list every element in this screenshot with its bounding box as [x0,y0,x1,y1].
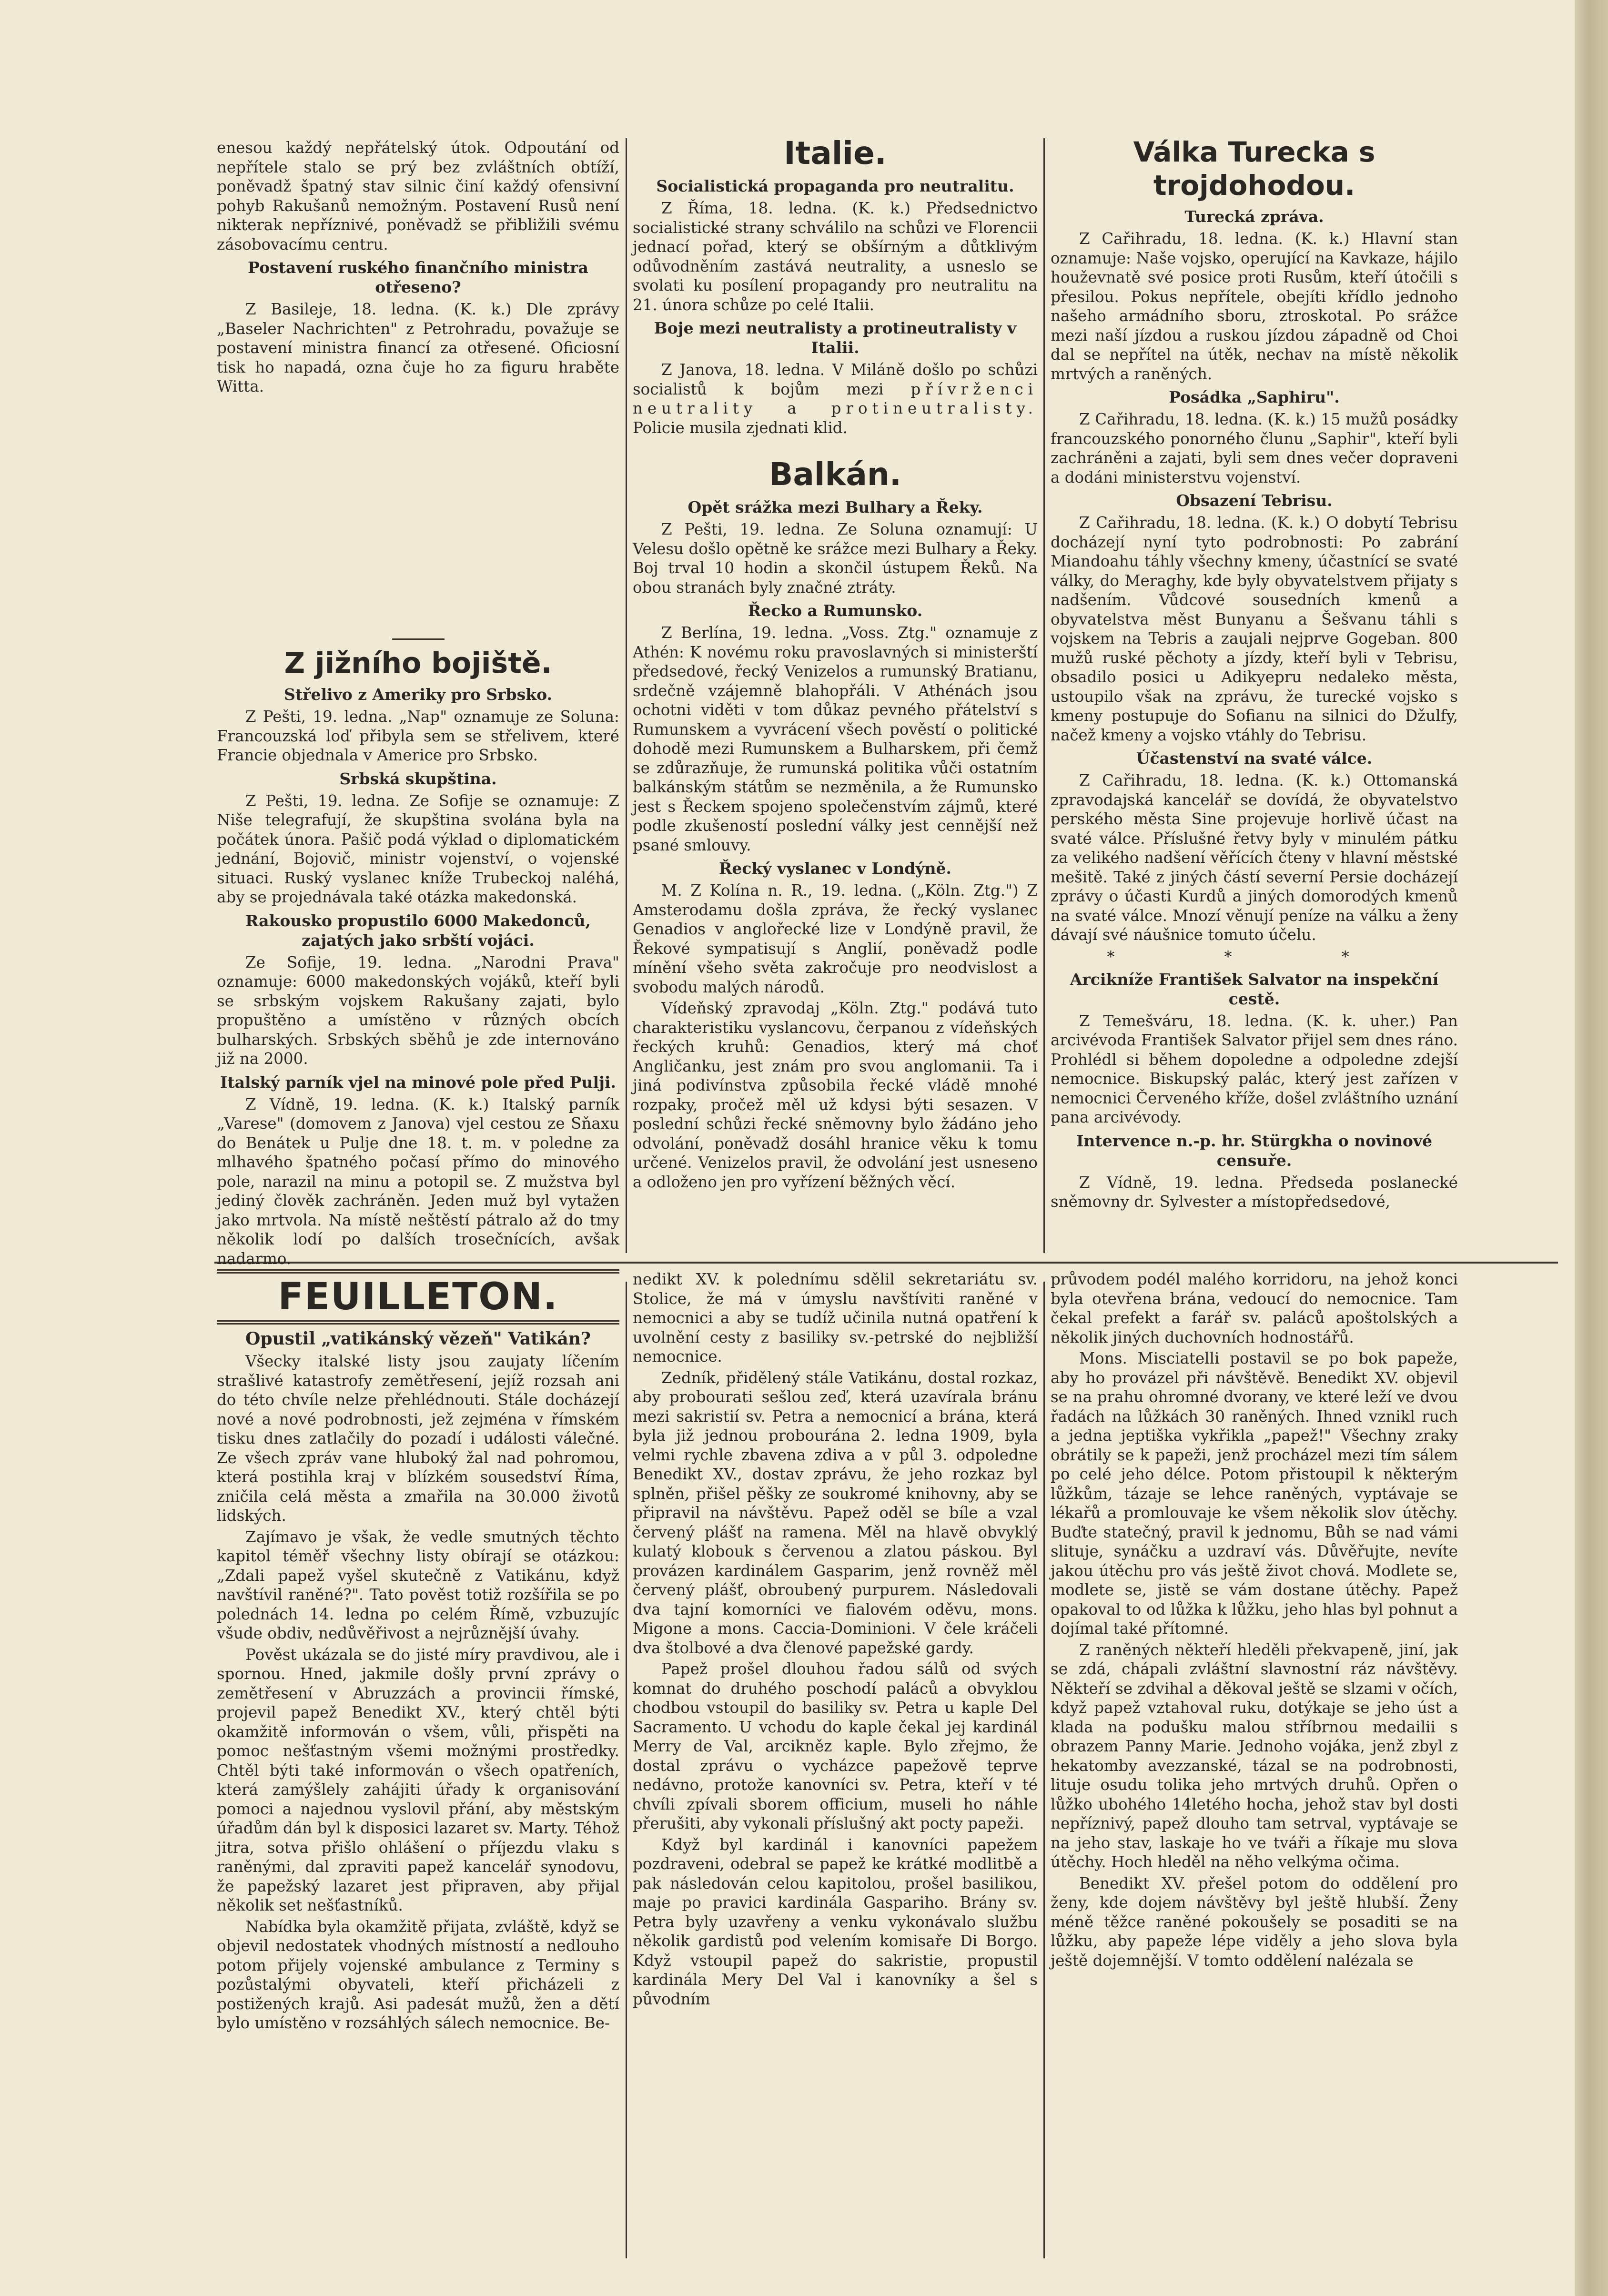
article-text: Papež prošel dlouhou řadou sálů od svých komnat do druhého poschodí paláců a obvyklou chodbou vstoupil do basiliky sv. Petra u kaple Del Sacramento. U vchodu do kaple čekal jej kardinál Merry de Val, arcikněz kaple. Bylo zřejmo, že dostal zprávu o vycházce papežově teprve nedávno, protože kanovníci sv. Petra, kteří v té chvíli zpívali sborem officium, museli ho náhle přerušiti, aby vykonali příslušný akt pocty papeži. [633,1660,1038,1832]
article-text: Z Pešti, 19. ledna. Ze Sofije se oznamuje: Z Niše telegrafují, že skupština svolána byla na počátek února. Pašič podá výklad o diplomatickém jednání, Bojovič, ministr vojenství, o vojenské situaci. Ruský vyslanec kníže Trubeckoj naléhá, aby se projednávala také otázka makedonská. [217,791,619,906]
article-text: M. Z Kolína n. R., 19. ledna. („Köln. Ztg.") Z Amsterodamu došla zpráva, že řecký vyslanec Genadios v anglořecké lize v Londýně pravil, že Řekové sympatisují s Anglií, poněvadž podle mínění všeho světa zakročuje pro neodvislost a svobodu malých národů. [633,881,1038,996]
article-text: Benedikt XV. přešel potom do oddělení pro ženy, kde dojem návštěvy byl ještě hlubší. Ženy méně těžce raněné pokoušely se posaditi se na lůžku, aby papeže lépe viděly a jeho slova byla ještě dojemnější. V tomto oddělení nalézala se [1051,1874,1458,1970]
section-title: Z jižního bojiště. [284,647,552,680]
section-title: Italie. [784,135,887,172]
article-text: enesou každý nepřátelský útok. Odpoutání od nepřítele stalo se prý bez zvláštních obtíží, poněvadž špatný stav silnic činí každý ofensivní pohyb Rakušanů nemožným. Postavení Rusů není nikterak nepříznivé, poněvadž se přibližili svému zásobovacímu centru. [217,139,619,253]
article-headline: Řecký vyslanec v Londýně. [718,859,952,878]
article-text: Z Temešváru, 18. ledna. (K. k. uher.) Pan arcivévoda František Salvator přijel sem dnes ráno. Prohlédl si během dopoledne a odpoledne zdejší nemocnice. Biskupský palác, který jest zařízen v nemocnici Červeného kříže, došel zvláštního uznání pana arcivévody. [1051,1011,1458,1126]
article-text: Z Cařihradu, 18. ledna. (K. k.) 15 mužů posádky francouzského ponorného člunu „Saphir", kteří byli zachráněni a zajati, byli sem dnes večer dopraveni a dodáni ministerstvu vojenství. [1051,410,1458,486]
page-binding-edge [1575,0,1608,2296]
article-text: Zedník, přidělený stále Vatikánu, dostal rozkaz, aby probourati sešlou zeď, která uzavírala bránu mezi sakristií sv. Petra a nemocnicí a brána, která byla již jednou probourána 2. ledna 1909, byla velmi rychle zbavena zdiva a v půl 3. odpoledne Benedikt XV., dostav zprávu, že jeho rozkaz byl splněn, přišel pěšky ze soukromé knihovny, aby se připravil na návštěvu. Papež oděl se bíle a vzal červený plášť na ramena. Měl na hlavě obvyklý kulatý klobouk s červenou a zlatou páskou. Byl provázen kardinálem Gasparim, jenž rovněž měl červený plášť, obroubený purpurem. Následovali dva tajní komorníci ve fialovém oděvu, mons. Migone a mons. Caccia-Dominioni. V čele kráčeli dva štolbové a dva členové papežské gardy. [633,1368,1038,1657]
column-rule [1043,138,1045,1253]
text-run: Policie musila zjednati klid. [633,418,848,437]
article-headline: Řecko a Rumunsko. [748,601,923,620]
article-text: Z Basileje, 18. ledna. (K. k.) Dle zprávy „Baseler Nachrichten" z Petrohradu, považuje se postavení ministra financí za otřesené. Oficiosní tisk ho napadá, ozna čuje ho za figuru hraběte Witta. [217,300,619,395]
feuilleton-column-1 [217,1267,619,2258]
column-1-top [217,138,619,443]
article-text: Z Pešti, 19. ledna. Ze Soluna oznamují: U Velesu došlo opětně ke srážce mezi Bulhary a Řeky. Boj trval 10 hodin a skončil ústupem Řeků. Na obou stranách byly značné ztráty. [633,520,1038,597]
article-text: Z Vídně, 19. ledna. (K. k.) Italský parník „Varese" (domovem z Janova) vjel cestou ze Sňaxu do Benátek u Pulje dne 18. t. m. v poledne za mlhavého špatného počasí přímo do minového pole, narazil na minu a potopil se. Z mužstva byl jediný člověk zachráněn. Jeden muž byl vytažen jako mrtvola. Na místě neštěstí pátralo až do tmy několik lodí po dalších trosečnících, avšak nadarmo. [217,1095,619,1268]
article-text: Zajímavo je však, že vedle smutných těchto kapitol téměř všechny listy obírají se otázkou: „Zdali papež vyšel skutečně z Vatikánu, když navštívil raněné?". Tato pověst totiž rozšířila se po polednách 14. ledna po celém Římě, vzbuzujíc všude obdiv, nedůvěřivost a nejrůznější úvahy. [217,1527,619,1642]
section-rule [392,638,445,640]
column-rule [626,138,627,1253]
column-rule [626,1282,627,2258]
column-rule [1043,1282,1045,2258]
article-headline: Účastenství na svaté válce. [1136,749,1373,768]
article-headline: Intervence n.-p. hr. Stürgkha o novinové censuře. [1076,1131,1432,1170]
article-text: průvodem podél malého korridoru, na jehož konci byla otevřena brána, vedoucí do nemocnice. Tam čekal prefekt a farář sv. paláců apoštolských a několik jiných duchovních hodnostářů. [1051,1270,1458,1346]
article-text: Když byl kardinál i kanovníci papežem pozdraveni, odebral se papež ke krátké modlitbě a pak následován celou kapitolou, prošel basilikou, maje po pravici kardinála Gaspariho. Brány sv. Petra byly uzavřeny a venku vykonávalo službu několik gardistů pod velením komisaře Di Borgo. Když vstoupil papež do sakristie, propustil kardinála Mery Del Val i kanovníky a šel s původním [633,1835,1038,2008]
article-text: Pověst ukázala se do jisté míry pravdivou, ale i spornou. Hned, jakmile došly první zprávy o zemětřesení v Abruzzách a provincii římské, projevil papež Benedikt XV., který chtěl býti okamžitě informován o všem, vůli, přispěti na pomoc nešťastným všemi možnými prostředky. Chtěl býti také informován o všech opatřeních, která zamýšlely zahájiti úřady k organisování pomoci a najednou vyslovil přání, aby městským úřadům dán byl k disposici lazaret sv. Marty. Téhož jitra, sotva přišlo ohlášení o příjezdu vlaku s raněnými, dal zpraviti papež kancelář synodovu, že papežský lazaret jest připraven, aby přijal několik set nešťastníků. [217,1645,619,1914]
article-text: Z Cařihradu, 18. ledna. (K. k.) Hlavní stan oznamuje: Naše vojsko, operující na Kavkaze, hájilo houževnatě své posice proti Rusům, kteří útočili s přesilou. Pokus nepřítele, obejíti křídlo jednoho našeho armádního sboru, ztroskotal. Po srážce mezi naší jízdou a ruskou jízdou západně od Choi dal se nepřítel na útěk, nechav na místě několik mrtvých a raněných. [1051,230,1458,383]
article-text: Mons. Misciatelli postavil se po bok papeže, aby ho provázel při návštěvě. Benedikt XV. objevil se na prahu ohromné dvorany, ve které leží ve dvou řadách na lůžkách 30 raněných. Ihned vznikl ruch a jedna jeptiška vykřikla „papež!" Všechny zraky obrátily se k papeži, jenž procházel mezi tím sálem po celé jeho délce. Potom přistoupil k některým lůžkům, tázaje se lehce raněných, vyptávaje se lékařů a promlouvaje ke všem několik slov útěchy. Buďte statečný, pravil k jednomu, Bůh se nad vámi slituje, synáčku a uzdraví vás. Důvěřujte, nevíte jakou útěchu pro vás ještě život chová. Modlete se, modlete se, jistě se vám dostane útěchy. Papež opakoval to od lůžka k lůžku, jeho hlas byl pohnut a dojímal také přítomné. [1051,1349,1458,1638]
article-text: Z Cařihradu, 18. ledna. (K. k.) O dobytí Tebrisu docházejí nyní tyto podrobnosti: Po zabrání Miandoahu táhly všechny kmeny, účastnící se svaté války, do Meraghy, kde byly obyvatelstvem přijaty s nadšením. Vůdcové sousedních kmenů a obyvatelstva měst Bunyanu a Šešvanu táhli s vojskem na Tebris a zaujali nejprve Gogeban. 800 mužů ruské pěchoty a jízdy, kteří byli v Tebrisu, obsadilo posici u Adikyepru nedaleko města, ustoupilo však na zprávu, že turecké vojsko s kmeny postupuje do Sofianu na silnici do Džulfy, načež kmeny a vojsko vtáhly do Tebrisu. [1051,514,1458,744]
article-headline: Postavení ruského finančního ministra otřeseno? [248,258,588,296]
feuilleton-title: Opustil „vatikánský vězeň" Vatikán? [245,1329,591,1349]
article-headline: Posádka „Saphiru". [1169,388,1340,406]
spaced-text: přívrženci neutrality a protineutralisty. [633,380,1038,417]
column-2-top [633,129,1038,1253]
feuilleton-column-2 [633,1270,1038,2258]
feuilleton-banner: FEUILLETON. [217,1269,619,1325]
article-headline: Socialistická propaganda pro neutralitu. [656,177,1014,195]
article-text [633,360,1038,437]
article-text: Vídeňský zpravodaj „Köln. Ztg." podává tuto charakteristiku vyslancovu, čerpanou z vídeňských řeckých kruhů: Genadios, který má choť Angličanku, jest znám pro svou anglomanii. Ta i jiná podivínstva způsobila řecké vládě mnohé rozpaky, pročež měl už kdysi býti sesazen. V poslední schůzi řecké sněmovny bylo žádáno jeho odvolání, poněvadž dosáhl hranice věku k tomu určené. Venizelos pravil, že odvolání jest usneseno a odloženo jen pro vyřízení běžných věcí. [633,999,1038,1191]
section-title: Válka Turecka s trojdohodou. [1133,136,1375,202]
article-text: Z Cařihradu, 18. ledna. (K. k.) Ottomanská zpravodajská kancelář se dovídá, že obyvatelstvo perského města Sine projevuje horlivě účast na svaté válce. Příslušné řetvy byly v minulém pátku za velikého nadšení věřících čteny v hlavní městské mešitě. Také z jiných částí severní Persie docházejí zprávy o účasti Kurdů a jiných domorodých kmenů na svaté válce. Mnozí věnují peníze na válku a ženy dávají své náušnice tomuto účelu. [1051,771,1458,944]
section-title: Balkán. [769,456,901,493]
article-headline: Rakousko propustilo 6000 Makedonců, zajatých jako srbští vojáci. [245,911,591,950]
feuilleton-column-3 [1051,1270,1458,2258]
article-headline: Srbská skupština. [339,769,497,788]
article-headline: Italský parník vjel na minové pole před Pulji. [220,1072,616,1092]
column-3-top [1051,129,1458,1253]
article-text: Ze Sofije, 19. ledna. „Narodni Prava" oznamuje: 6000 makedonských vojáků, kteří byli se srbským vojskem Rakušany zajati, bylo propuštěno a umístěno v různých obcích bulharských. Srbských sběhů je zde internováno již na 2000. [217,953,619,1068]
article-text: Z Říma, 18. ledna. (K. k.) Předsednictvo socialistické strany schválilo na schůzi ve Florencii jednací pořad, který se obšírným a důtklivým odůvodněním zastává neutrality, a usneslo se svolati ku posílení propagandy pro neutralitu na 21. února schůze po celé Italii. [633,199,1038,314]
article-headline: Střelivo z Ameriky pro Srbsko. [283,685,552,704]
article-text: Všecky italské listy jsou zaujaty líčením strašlivé katastrofy zemětřesení, jejíž rozsah ani do této chvíle nelze přehlédnouti. Stále docházejí nové a nové podrobnosti, jež zejména v římském tisku dnes zatlačily do pozadí i události válečné. Ze všech zpráv vane hluboký žal nad pohromou, která postihla kraj v blízkém sousedství Říma, zničila celá města a zmařila na 30.000 životů lidských. [217,1352,619,1525]
separator-stars: * * * [1107,947,1402,966]
article-text: Z Vídně, 19. ledna. Předseda poslanecké sněmovny dr. Sylvester a místopředsedové, [1051,1173,1458,1211]
article-headline: Opět srážka mezi Bulhary a Řeky. [688,498,983,516]
article-text: Z Berlína, 19. ledna. „Voss. Ztg." oznamuje z Athén: K novému roku pravoslavných si ministerští předsedové, řecký Venizelos a rumunský Bratianu, srdečně vzájemně blahopřáli. V Athénách jsou ochotni viděti v tom důkaz pevného přátelství s Rumunskem a vyvrácení všech pověstí o politické dohodě mezi Rumunskem a Bulharskem, při čemž se zdůrazňuje, že rumunská politika vůči ostatním balkánským státům se nezměnila, a že Rumunsko jest s Řeckem spojeno společenstvím zájmů, které podle zkušeností poslední války jest cennější než psané smlouvy. [633,624,1038,854]
article-text: Nabídka byla okamžitě přijata, zvláště, když se objevil nedostatek vhodných místností a nedlouho potom přijely vojenské ambulance z Terminy s pozůstalými obyvateli, kteří přicházeli z postižených krajů. Asi padesát mužů, žen a dětí bylo umístěno v rozsáhlých sálech nemocnice. Be- [217,1917,619,2032]
article-headline: Obsazení Tebrisu. [1176,491,1333,510]
article-headline: Turecká zpráva. [1184,207,1324,226]
article-headline: Boje mezi neutralisty a protineutralisty v Italii. [654,319,1017,357]
article-text: Z raněných někteří hleděli překvapeně, jiní, jak se zdá, chápali zvláštní slavnostní ráz návštěvy. Někteří se zdvihal a děkoval ještě se slzami v očích, když papež vztahoval ruku, dotýkaje se jeho úst a klada na podušku malou stříbrnou medailii s obrazem Panny Marie. Jednoho vojáka, jenž zbyl z hekatomby avezzanské, tázal se na podrobnosti, lituje osudu tolika jeho mrtvých druhů. Opřen o lůžko ubohého 14letého hocha, jehož stav byl dosti nepříznivý, papež dlouho tam setrval, vyptávaje se na jeho stav, laskaje ho ve tváři a říkaje mu slova útěchy. Hoch hleděl na něho velkýma očima. [1051,1640,1458,1871]
text-run: Z Janova, 18. ledna. V Miláně došlo po schůzi socialistů k bojům mezi [633,361,1038,398]
article-text: Z Pešti, 19. ledna. „Nap" oznamuje ze Soluna: Francouzská loď přibyla sem se střelivem, které Francie objednala v Americe pro Srbsko. [217,708,619,764]
article-text: nedikt XV. k polednímu sdělil sekretariátu sv. Stolice, že má v úmyslu navštíviti raněné v nemocnici a aby se tudíž učinila nutná opatření k uvolnění cesty z basiliky sv.-petrské do nejbližší nemocnice. [633,1270,1038,1365]
article-headline: Arcikníže František Salvator na inspekční cestě. [1070,970,1439,1008]
column-1-south-front [217,634,619,1268]
